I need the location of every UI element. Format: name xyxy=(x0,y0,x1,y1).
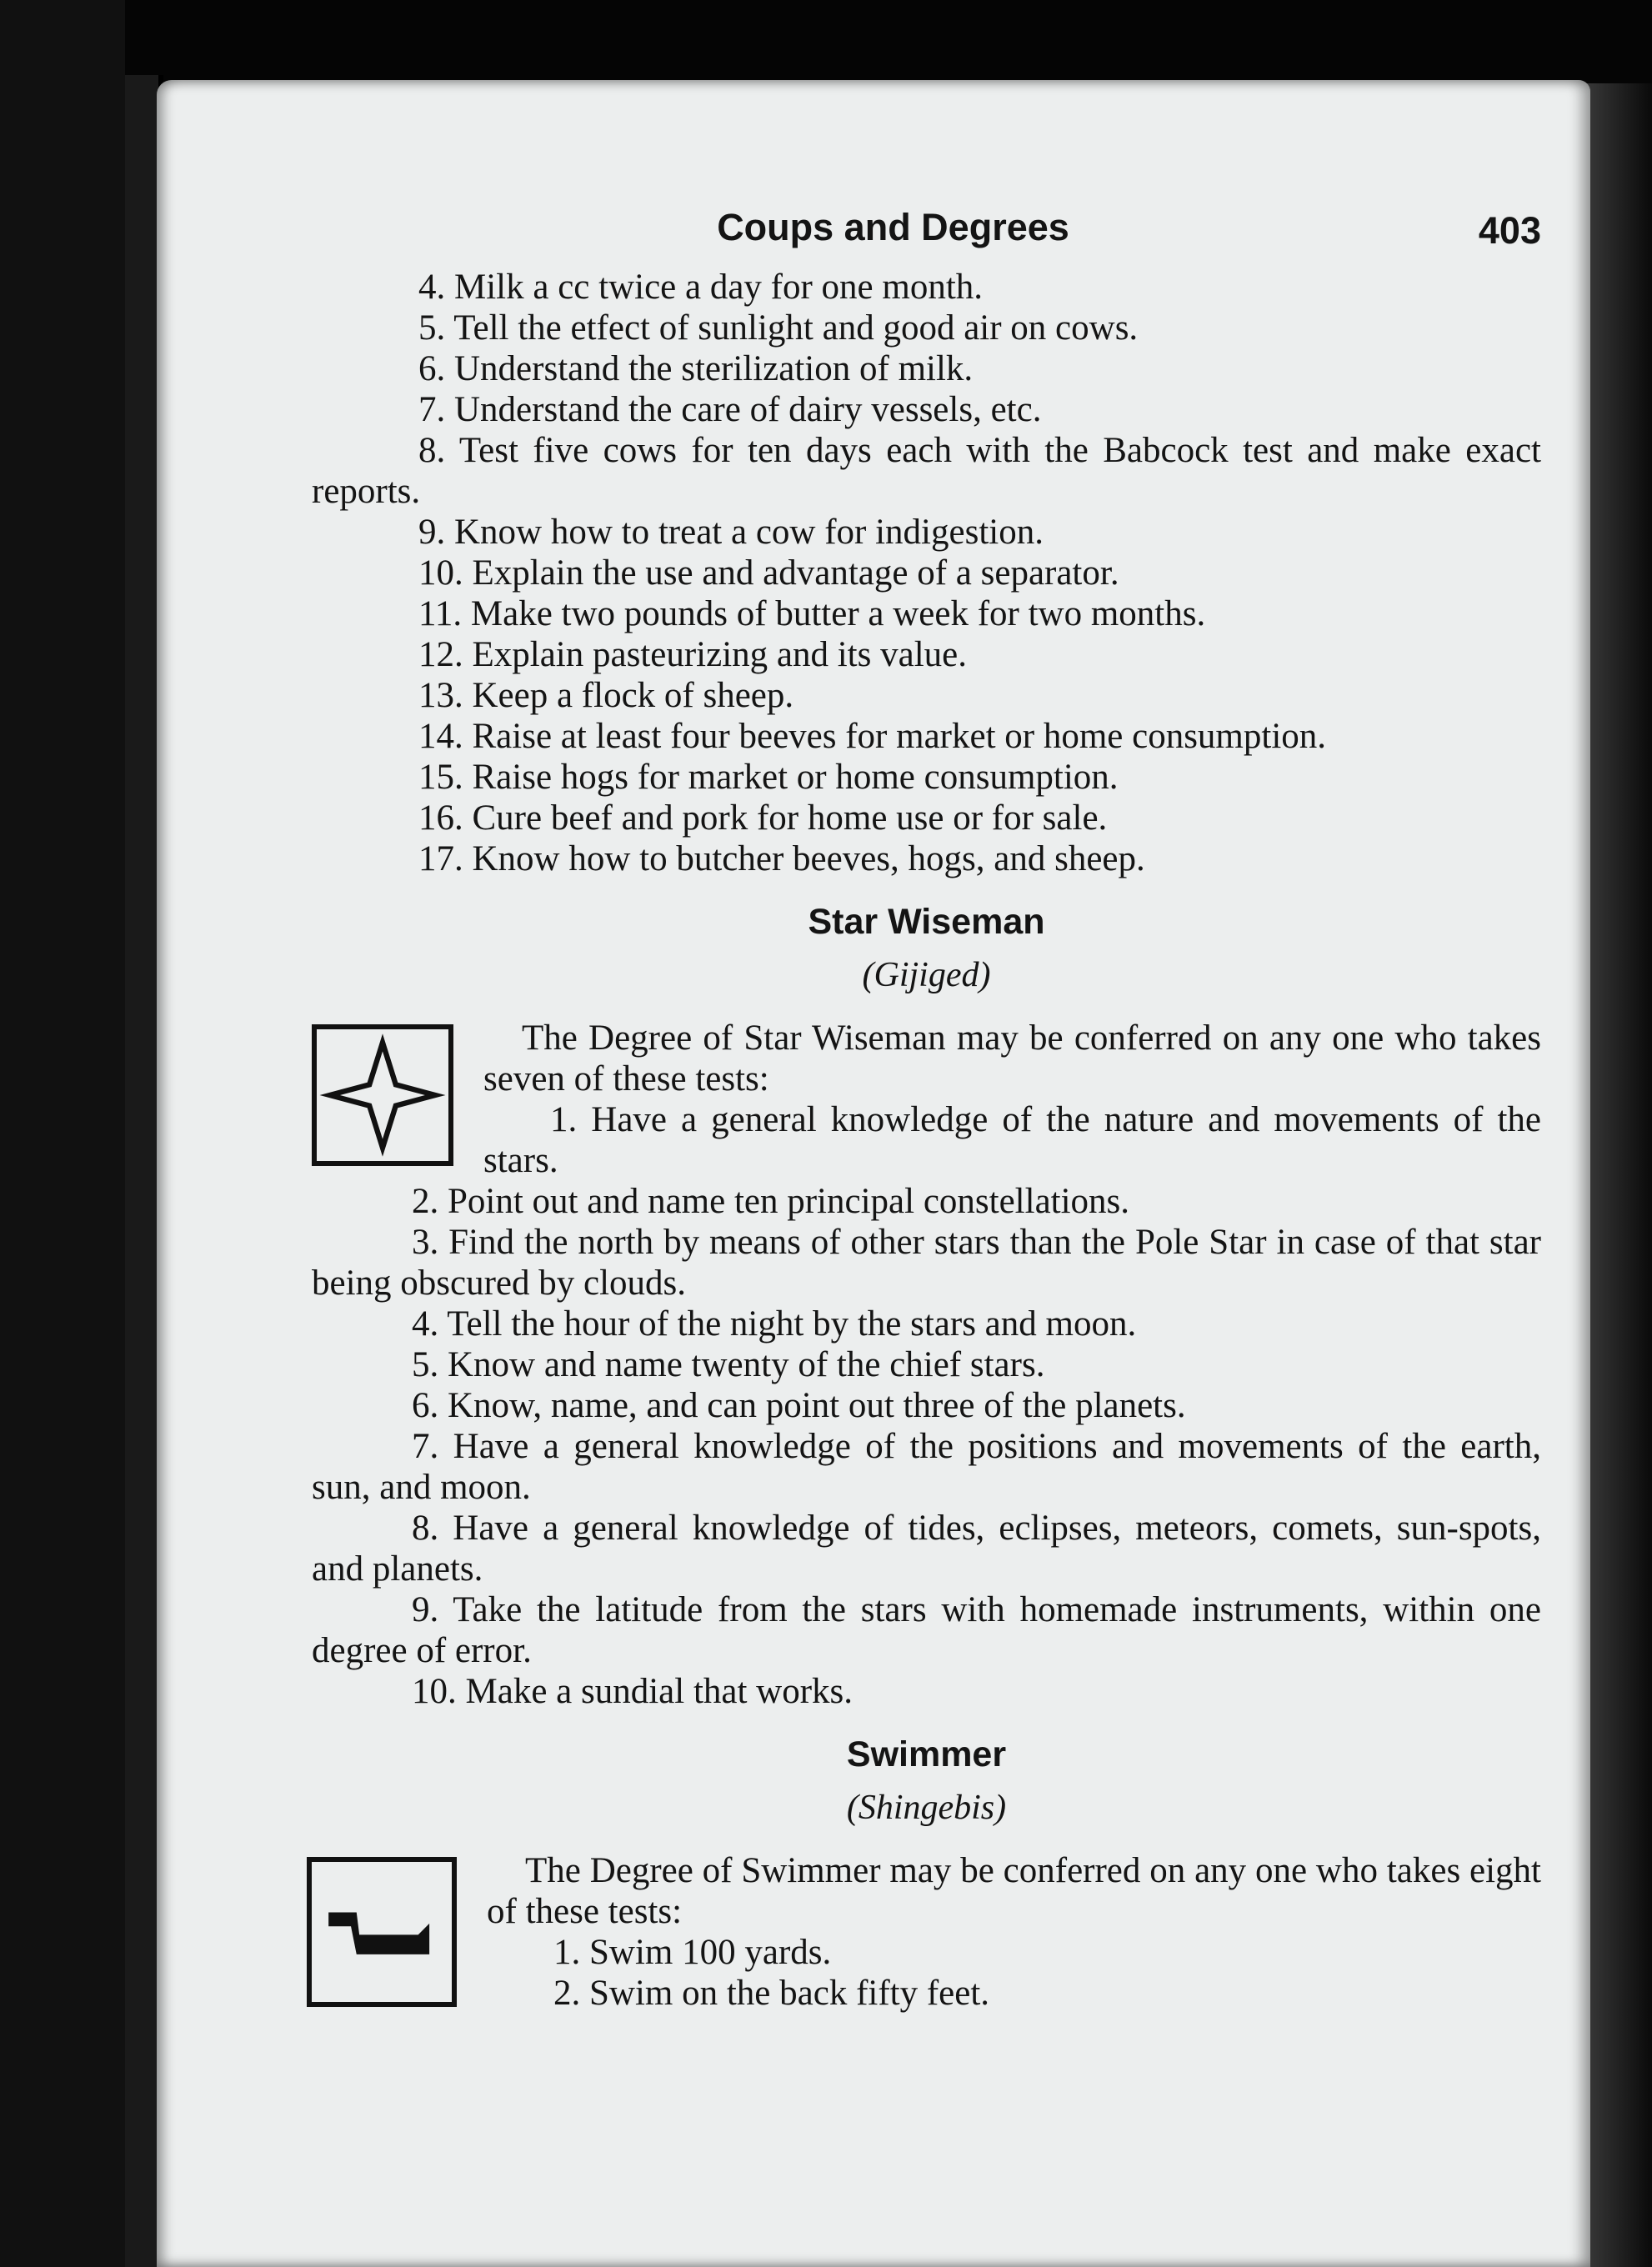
list-item xyxy=(312,593,1541,634)
page-number: 403 xyxy=(1478,209,1541,252)
item-number: 2. xyxy=(553,1974,581,2013)
item-text: Tell the hour of the night by the stars and moon. xyxy=(447,1304,1137,1344)
list-item xyxy=(312,1304,1541,1344)
item-text: Explain the use and advantage of a separator. xyxy=(472,553,1119,593)
item-number: 13. xyxy=(418,676,463,715)
item-number: 5. xyxy=(412,1345,439,1384)
intro-paragraph: The Degree of Star Wiseman may be conferred on any one who takes seven of these tests: xyxy=(483,1018,1541,1098)
star-emblem-drawing xyxy=(317,1029,448,1161)
item-text: Explain pasteurizing and its value. xyxy=(472,635,967,674)
list-item xyxy=(312,348,1541,389)
four-pointed-star-icon xyxy=(312,1024,453,1166)
swimmer-intro xyxy=(312,1850,1541,2014)
item-number: 9. xyxy=(418,513,446,552)
list-item xyxy=(483,1099,1541,1181)
item-text: Raise at least four beeves for market or home consumption. xyxy=(472,717,1327,756)
list-item xyxy=(312,1344,1541,1385)
item-number: 12. xyxy=(418,635,463,674)
item-number: 8. xyxy=(412,1509,439,1548)
list-item xyxy=(312,1426,1541,1508)
item-text: Find the north by means of other stars than the Pole Star in case of that star being obscured by clouds. xyxy=(312,1223,1541,1303)
item-text: Swim on the back fifty feet. xyxy=(589,1974,990,2013)
star-wiseman-intro-text xyxy=(483,1018,1541,1181)
book-page xyxy=(157,80,1590,2267)
item-text: Raise hogs for market or home consumption. xyxy=(472,758,1119,797)
section-title-star-wiseman: Star Wiseman xyxy=(808,902,1045,942)
item-text: Have a general knowledge of the positions and movements of the earth, sun, and moon. xyxy=(312,1427,1541,1507)
list-item xyxy=(312,430,1541,512)
list-item xyxy=(312,757,1541,798)
scan-left-margin xyxy=(0,0,125,2267)
list-item xyxy=(312,1181,1541,1222)
list-item xyxy=(312,1222,1541,1304)
item-number: 8. xyxy=(418,431,446,470)
item-text: Test five cows for ten days each with the Babcock test and make exact reports. xyxy=(312,431,1541,511)
duck-emblem-drawing xyxy=(312,1862,452,2002)
running-title: Coups and Degrees xyxy=(717,206,1069,248)
item-number: 1. xyxy=(553,1933,581,1972)
item-text: Know how to treat a cow for indigestion. xyxy=(454,513,1044,552)
item-text: Make a sundial that works. xyxy=(465,1672,854,1711)
item-number: 15. xyxy=(418,758,463,797)
item-number: 9. xyxy=(412,1590,439,1629)
item-text: Know, name, and can point out three of the planets. xyxy=(448,1386,1186,1425)
item-number: 16. xyxy=(418,798,463,838)
list-item xyxy=(312,634,1541,675)
item-number: 10. xyxy=(418,553,463,593)
item-text: Know and name twenty of the chief stars. xyxy=(448,1345,1045,1384)
item-number: 2. xyxy=(412,1182,439,1221)
dairy-tests-list xyxy=(312,267,1541,879)
page-edge xyxy=(1584,83,1652,2267)
item-text: Take the latitude from the stars with homemade instruments, within one degree of error. xyxy=(312,1590,1541,1670)
item-number: 7. xyxy=(418,390,446,429)
item-text: Understand the care of dairy vessels, etc. xyxy=(454,390,1042,429)
list-item xyxy=(312,1508,1541,1589)
list-item xyxy=(312,512,1541,553)
item-number: 6. xyxy=(418,349,446,388)
list-item xyxy=(312,389,1541,430)
item-text: Know how to butcher beeves, hogs, and sheep. xyxy=(472,839,1145,878)
item-number: 4. xyxy=(418,268,446,307)
list-item xyxy=(487,1973,1541,2014)
list-item xyxy=(312,798,1541,838)
page-header xyxy=(312,203,1541,255)
item-number: 14. xyxy=(418,717,463,756)
list-item xyxy=(312,308,1541,348)
item-number: 17. xyxy=(418,839,463,878)
item-text: Understand the sterilization of milk. xyxy=(454,349,974,388)
list-item xyxy=(312,553,1541,593)
item-text: Have a general knowledge of tides, eclipses, meteors, comets, sun-spots, and planets. xyxy=(312,1509,1541,1589)
section-subtitle-swimmer: (Shingebis) xyxy=(846,1789,1007,1827)
list-item xyxy=(312,716,1541,757)
item-number: 7. xyxy=(412,1427,439,1466)
star-wiseman-tests-list xyxy=(312,1181,1541,1712)
section-title-swimmer: Swimmer xyxy=(846,1734,1007,1774)
list-item xyxy=(312,675,1541,716)
list-item xyxy=(312,267,1541,308)
list-item xyxy=(312,838,1541,879)
section-subtitle-star-wiseman: (Gijiged) xyxy=(862,956,991,994)
item-text: Keep a flock of sheep. xyxy=(472,676,794,715)
item-number: 10. xyxy=(412,1672,457,1711)
item-text: Swim 100 yards. xyxy=(589,1933,832,1972)
item-text: Tell the etfect of sunlight and good air on cows. xyxy=(453,308,1139,348)
item-text: Milk a cc twice a day for one month. xyxy=(454,268,984,307)
item-text: Point out and name ten principal constellations. xyxy=(448,1182,1130,1221)
list-item xyxy=(487,1932,1541,1973)
item-number: 6. xyxy=(412,1386,439,1425)
page-content xyxy=(312,203,1541,2014)
item-text: Cure beef and pork for home use or for sale. xyxy=(472,798,1108,838)
intro-paragraph: The Degree of Swimmer may be conferred on any one who takes eight of these tests: xyxy=(487,1851,1541,1931)
star-wiseman-intro xyxy=(312,1018,1541,1181)
item-number: 11. xyxy=(418,594,463,633)
item-number: 1. xyxy=(550,1100,578,1139)
item-number: 4. xyxy=(412,1304,439,1344)
item-number: 5. xyxy=(418,308,446,348)
list-item xyxy=(312,1671,1541,1712)
item-text: Have a general knowledge of the nature and movements of the stars. xyxy=(483,1100,1541,1180)
item-number: 3. xyxy=(412,1223,439,1262)
list-item xyxy=(312,1589,1541,1671)
item-text: Make two pounds of butter a week for two months. xyxy=(470,594,1206,633)
swimmer-intro-text xyxy=(487,1850,1541,2014)
duck-icon xyxy=(307,1857,457,2007)
list-item xyxy=(312,1385,1541,1426)
